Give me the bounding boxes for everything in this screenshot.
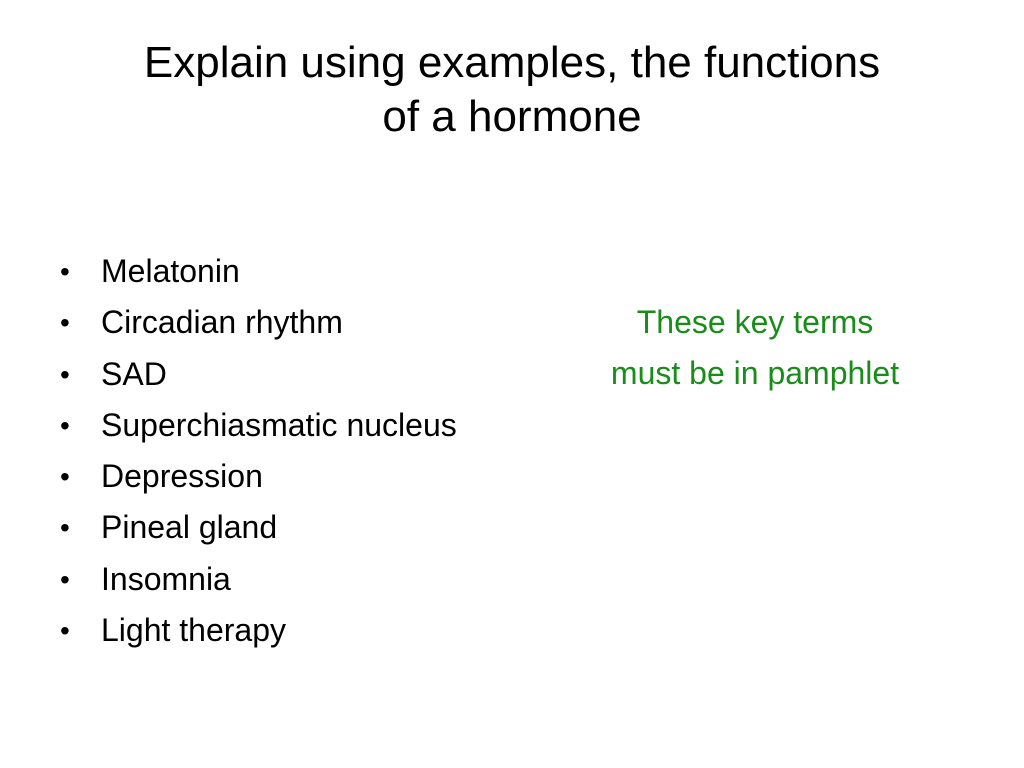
bullet-list [60,246,457,656]
bullet-text: Melatonin [101,253,240,289]
bullet-icon: • [60,512,70,544]
title-line-1: Explain using examples, the functions [143,38,881,87]
bullet-text: Insomnia [101,560,231,597]
bullet-icon: • [60,358,70,390]
bullet-text: Depression [101,458,263,495]
bullet-text: SAD [101,355,167,392]
title-line-2: of a hormone [382,92,642,141]
bullet-icon: • [60,615,70,647]
bullet-item-melatonin [60,246,457,297]
bullet-item-depression [60,451,457,502]
bullet-icon: • [60,461,70,493]
bullet-icon: • [60,409,70,441]
note-line-2: must be in pamphlet [610,355,900,392]
key-terms-note [560,297,950,400]
bullet-item-circadian-rhythm [60,297,457,348]
bullet-text: Superchiasmatic nucleus [101,406,457,443]
bullet-item-sad [60,349,457,400]
bullet-item-insomnia [60,554,457,605]
slide-title [40,36,984,144]
bullet-text: Pineal gland [101,509,278,546]
bullet-text: Circadian rhythm [101,304,343,341]
bullet-icon: • [60,307,70,339]
bullet-text: Light therapy [101,612,287,649]
bullet-icon: • [60,563,70,595]
bullet-item-light-therapy [60,605,457,656]
bullet-icon: • [60,256,70,287]
note-line-1: These key terms [636,304,874,340]
bullet-item-pineal-gland [60,502,457,553]
bullet-item-superchiasmatic-nucleus [60,400,457,451]
